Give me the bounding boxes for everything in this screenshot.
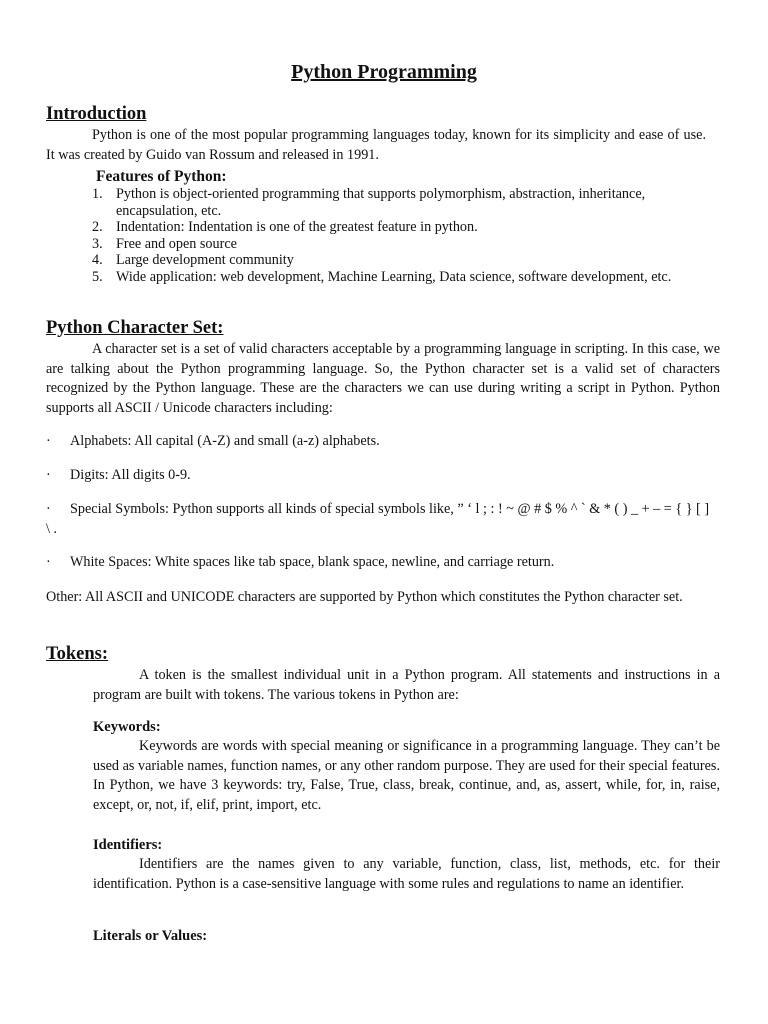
- bullet-icon: ·: [46, 433, 51, 449]
- list-item: 3. Free and open source: [92, 235, 237, 252]
- list-item: 4. Large development community: [92, 252, 294, 269]
- bullet-icon: ·: [46, 467, 51, 483]
- bullet-icon: ·: [46, 501, 51, 517]
- features-list: [92, 186, 704, 286]
- literals-heading: Literals or Values:: [93, 928, 208, 944]
- features-heading: Features of Python:: [96, 168, 227, 185]
- list-item: · Special Symbols: Python supports all kinds of special symbols like, ” ‘ l ; : ! ~ @ # $ % ^ ` & * ( ) _ + – = { } [ ] \ .: [46, 501, 710, 537]
- character-set-heading: Python Character Set:: [46, 318, 224, 338]
- tokens-heading: Tokens:: [46, 644, 109, 664]
- character-set-paragraph: A character set is a set of valid characters acceptable by a programming language in scripting. In this case, we are talking about the Python programming language. So, the Python character set is a valid set of characters recognized by the Python language. These are the characters we can use during writing a script in Python. Python supports all ASCII / Unicode characters including:: [46, 341, 720, 416]
- page-title: Python Programming: [291, 61, 477, 83]
- keywords-paragraph: Keywords are words with special meaning or significance in a programming language. They can’t be used as variable names, function names, or any other random purpose. They are used for their special features. In Python, we have 3 keywords: try, False, True, class, break, continue, and, as, assert, while, for, in, raise, except, or, not, if, elif, print, import, etc.: [93, 738, 720, 813]
- list-item: · Alphabets: All capital (A-Z) and small (a-z) alphabets.: [46, 432, 720, 452]
- bullet-icon: ·: [46, 554, 51, 570]
- list-item: 2. Indentation: Indentation is one of the greatest feature in python.: [92, 219, 478, 236]
- introduction-paragraph: Python is one of the most popular programming languages today, known for its simplicity and ease of use. It was created by Guido van Rossum and released in 1991.: [46, 127, 706, 163]
- identifiers-paragraph: Identifiers are the names given to any variable, function, class, list, methods, etc. for their identification. Python is a case-sensitive language with some rules and regulations to name an identifier.: [93, 856, 720, 892]
- introduction-heading: Introduction: [46, 104, 147, 124]
- keywords-heading: Keywords:: [93, 719, 161, 735]
- character-set-other: Other: All ASCII and UNICODE characters are supported by Python which constitutes the Python character set.: [46, 589, 683, 605]
- list-item: · Digits: All digits 0-9.: [46, 466, 720, 486]
- list-item: · White Spaces: White spaces like tab space, blank space, newline, and carriage return.: [46, 553, 720, 573]
- list-item: 5. Wide application: web development, Machine Learning, Data science, software development, etc.: [92, 268, 672, 285]
- identifiers-heading: Identifiers:: [93, 837, 163, 853]
- tokens-paragraph: A token is the smallest individual unit in a Python program. All statements and instructions in a program are built with tokens. The various tokens in Python are:: [93, 667, 720, 703]
- list-item: 1. Python is object-oriented programming that supports polymorphism, abstraction, inheritance, encapsulation, etc.: [92, 186, 646, 219]
